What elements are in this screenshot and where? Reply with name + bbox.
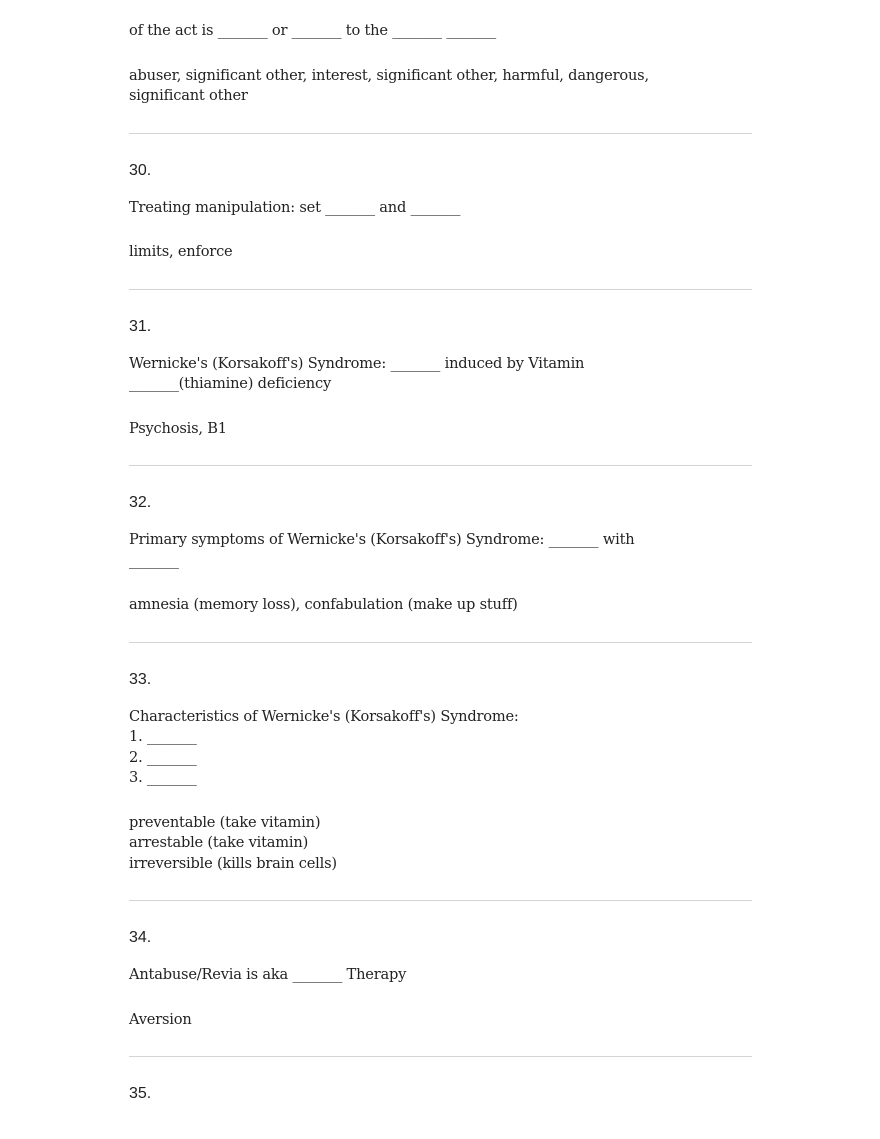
card-number: 33. xyxy=(129,670,152,688)
flashcard-list xyxy=(129,21,752,1104)
card-divider xyxy=(129,900,752,901)
card-divider xyxy=(129,642,752,643)
card-answer: limits, enforce xyxy=(129,243,233,260)
card-answer: Psychosis, B1 xyxy=(129,419,227,437)
flashcard-32 xyxy=(129,493,752,643)
card-number: 32. xyxy=(129,494,152,511)
flashcard-34 xyxy=(129,928,752,1057)
flashcard-31 xyxy=(129,317,752,467)
card-question: Characteristics of Wernicke's (Korsakoff's) Syndrome: 1. _______ 2. _______ 3. _______ xyxy=(129,707,519,786)
card-number: 34. xyxy=(129,929,152,946)
flashcard-33 xyxy=(129,670,752,902)
card-question: Antabuse/Revia is aka _______ Therapy xyxy=(129,966,407,983)
card-number: 30. xyxy=(129,161,152,179)
card-number: 35. xyxy=(129,1085,152,1102)
card-divider xyxy=(129,133,752,134)
card-question: of the act is _______ or _______ to the _______ _______ xyxy=(129,22,496,39)
card-question: Wernicke's (Korsakoff's) Syndrome: _______ induced by Vitamin _______(thiamine) deficiency xyxy=(129,354,585,392)
card-divider xyxy=(129,465,752,466)
card-divider xyxy=(129,1056,752,1057)
card-question: Primary symptoms of Wernicke's (Korsakoff's) Syndrome: _______ with _______ xyxy=(129,531,635,569)
card-answer: amnesia (memory loss), confabulation (make up stuff) xyxy=(129,596,518,613)
card-number: 31. xyxy=(129,317,152,335)
card-answer: abuser, significant other, interest, significant other, harmful, dangerous, significant other xyxy=(129,66,649,104)
card-answer: Aversion xyxy=(129,1010,192,1028)
flashcard-30 xyxy=(129,161,752,290)
card-divider xyxy=(129,289,752,290)
flashcard-35 xyxy=(129,1084,752,1104)
flashcard-29-partial xyxy=(129,21,752,134)
card-question: Treating manipulation: set _______ and _______ xyxy=(129,198,461,216)
card-answer: preventable (take vitamin) arrestable (take vitamin) irreversible (kills brain cells) xyxy=(129,813,337,872)
